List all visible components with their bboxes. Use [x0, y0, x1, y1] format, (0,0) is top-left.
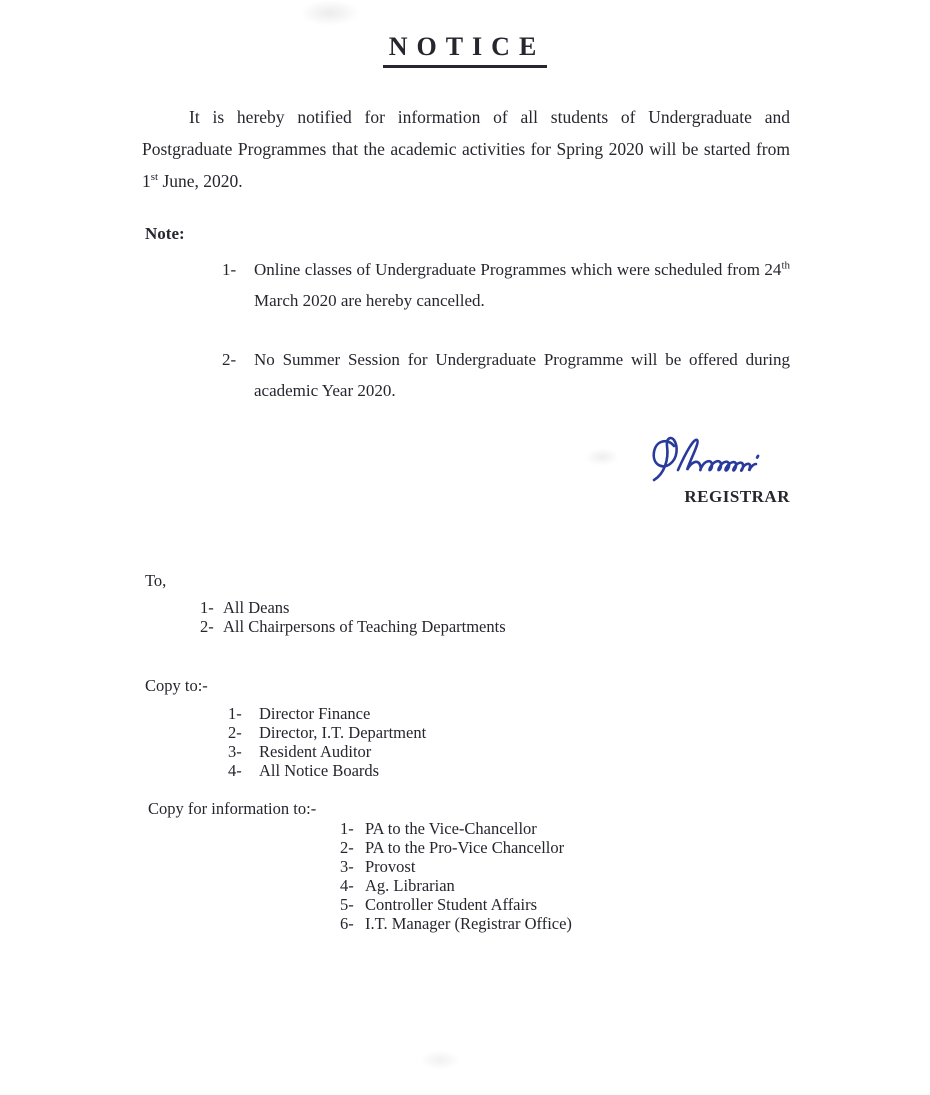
item-number: 2- [200, 617, 214, 636]
item-text: Ag. Librarian [365, 876, 455, 895]
list-item [340, 876, 930, 895]
item-number: 6- [340, 914, 354, 933]
note1-text-after: March 2020 are hereby cancelled. [254, 291, 485, 310]
item-text: Director Finance [259, 704, 371, 723]
intro-text-before: It is hereby notified for information of all students of Undergraduate and Postgraduate Programmes that the academic activities for Spring 2020 will be started from 1 [142, 107, 790, 191]
item-number: 4- [228, 761, 242, 780]
note-list [222, 254, 790, 406]
note1-text-before: Online classes of Undergraduate Programmes which were scheduled from 24 [254, 260, 782, 279]
item-number: 2- [222, 350, 237, 369]
note-item [222, 344, 790, 406]
item-text: Resident Auditor [259, 742, 372, 761]
copy-for-information-label: Copy for information to:- [148, 799, 317, 818]
item-text: Controller Student Affairs [365, 895, 538, 914]
ordinal-suffix: th [781, 259, 790, 272]
item-text [254, 254, 790, 316]
item-text: All Notice Boards [259, 761, 380, 780]
list-item [340, 838, 930, 857]
item-number: 2- [340, 838, 354, 857]
copy-to-list [228, 704, 930, 780]
item-number: 2- [228, 723, 242, 742]
item-text: All Chairpersons of Teaching Departments [223, 617, 506, 636]
item-text: PA to the Pro-Vice Chancellor [365, 838, 565, 857]
ordinal-suffix: st [150, 171, 159, 184]
item-text: Director, I.T. Department [259, 723, 427, 742]
title-wrap [0, 0, 930, 68]
intro-text-after: June, 2020. [158, 171, 243, 191]
list-item [340, 914, 930, 933]
list-item [200, 617, 930, 636]
registrar-signature-icon [644, 428, 794, 484]
item-number: 1- [340, 819, 354, 838]
item-text: PA to the Vice-Chancellor [365, 819, 537, 838]
registrar-title: REGISTRAR [684, 487, 790, 506]
item-number: 3- [228, 742, 242, 761]
signature-block [0, 428, 790, 507]
scan-smudge [420, 1050, 460, 1070]
list-item [340, 857, 930, 876]
item-number: 1- [228, 704, 242, 723]
copy-for-information-list [340, 819, 930, 933]
to-label: To, [145, 571, 167, 590]
intro-paragraph [142, 101, 790, 197]
item-text: No Summer Session for Undergraduate Programme will be offered during academic Year 2020. [254, 350, 790, 400]
item-text: All Deans [223, 598, 290, 617]
note-item [222, 254, 790, 316]
list-item [200, 598, 930, 617]
item-number: 3- [340, 857, 354, 876]
list-item [228, 704, 930, 723]
list-item [340, 895, 930, 914]
list-item [228, 761, 930, 780]
note-label: Note: [145, 224, 185, 243]
copy-to-label: Copy to:- [145, 676, 208, 695]
notice-title: NOTICE [383, 32, 548, 68]
item-number: 1- [200, 598, 214, 617]
list-item [228, 723, 930, 742]
to-list [200, 598, 930, 636]
item-number: 1- [222, 260, 237, 279]
list-item [340, 819, 930, 838]
item-number: 4- [340, 876, 354, 895]
list-item [228, 742, 930, 761]
item-text: I.T. Manager (Registrar Office) [365, 914, 572, 933]
item-number: 5- [340, 895, 354, 914]
item-text: Provost [365, 857, 416, 876]
